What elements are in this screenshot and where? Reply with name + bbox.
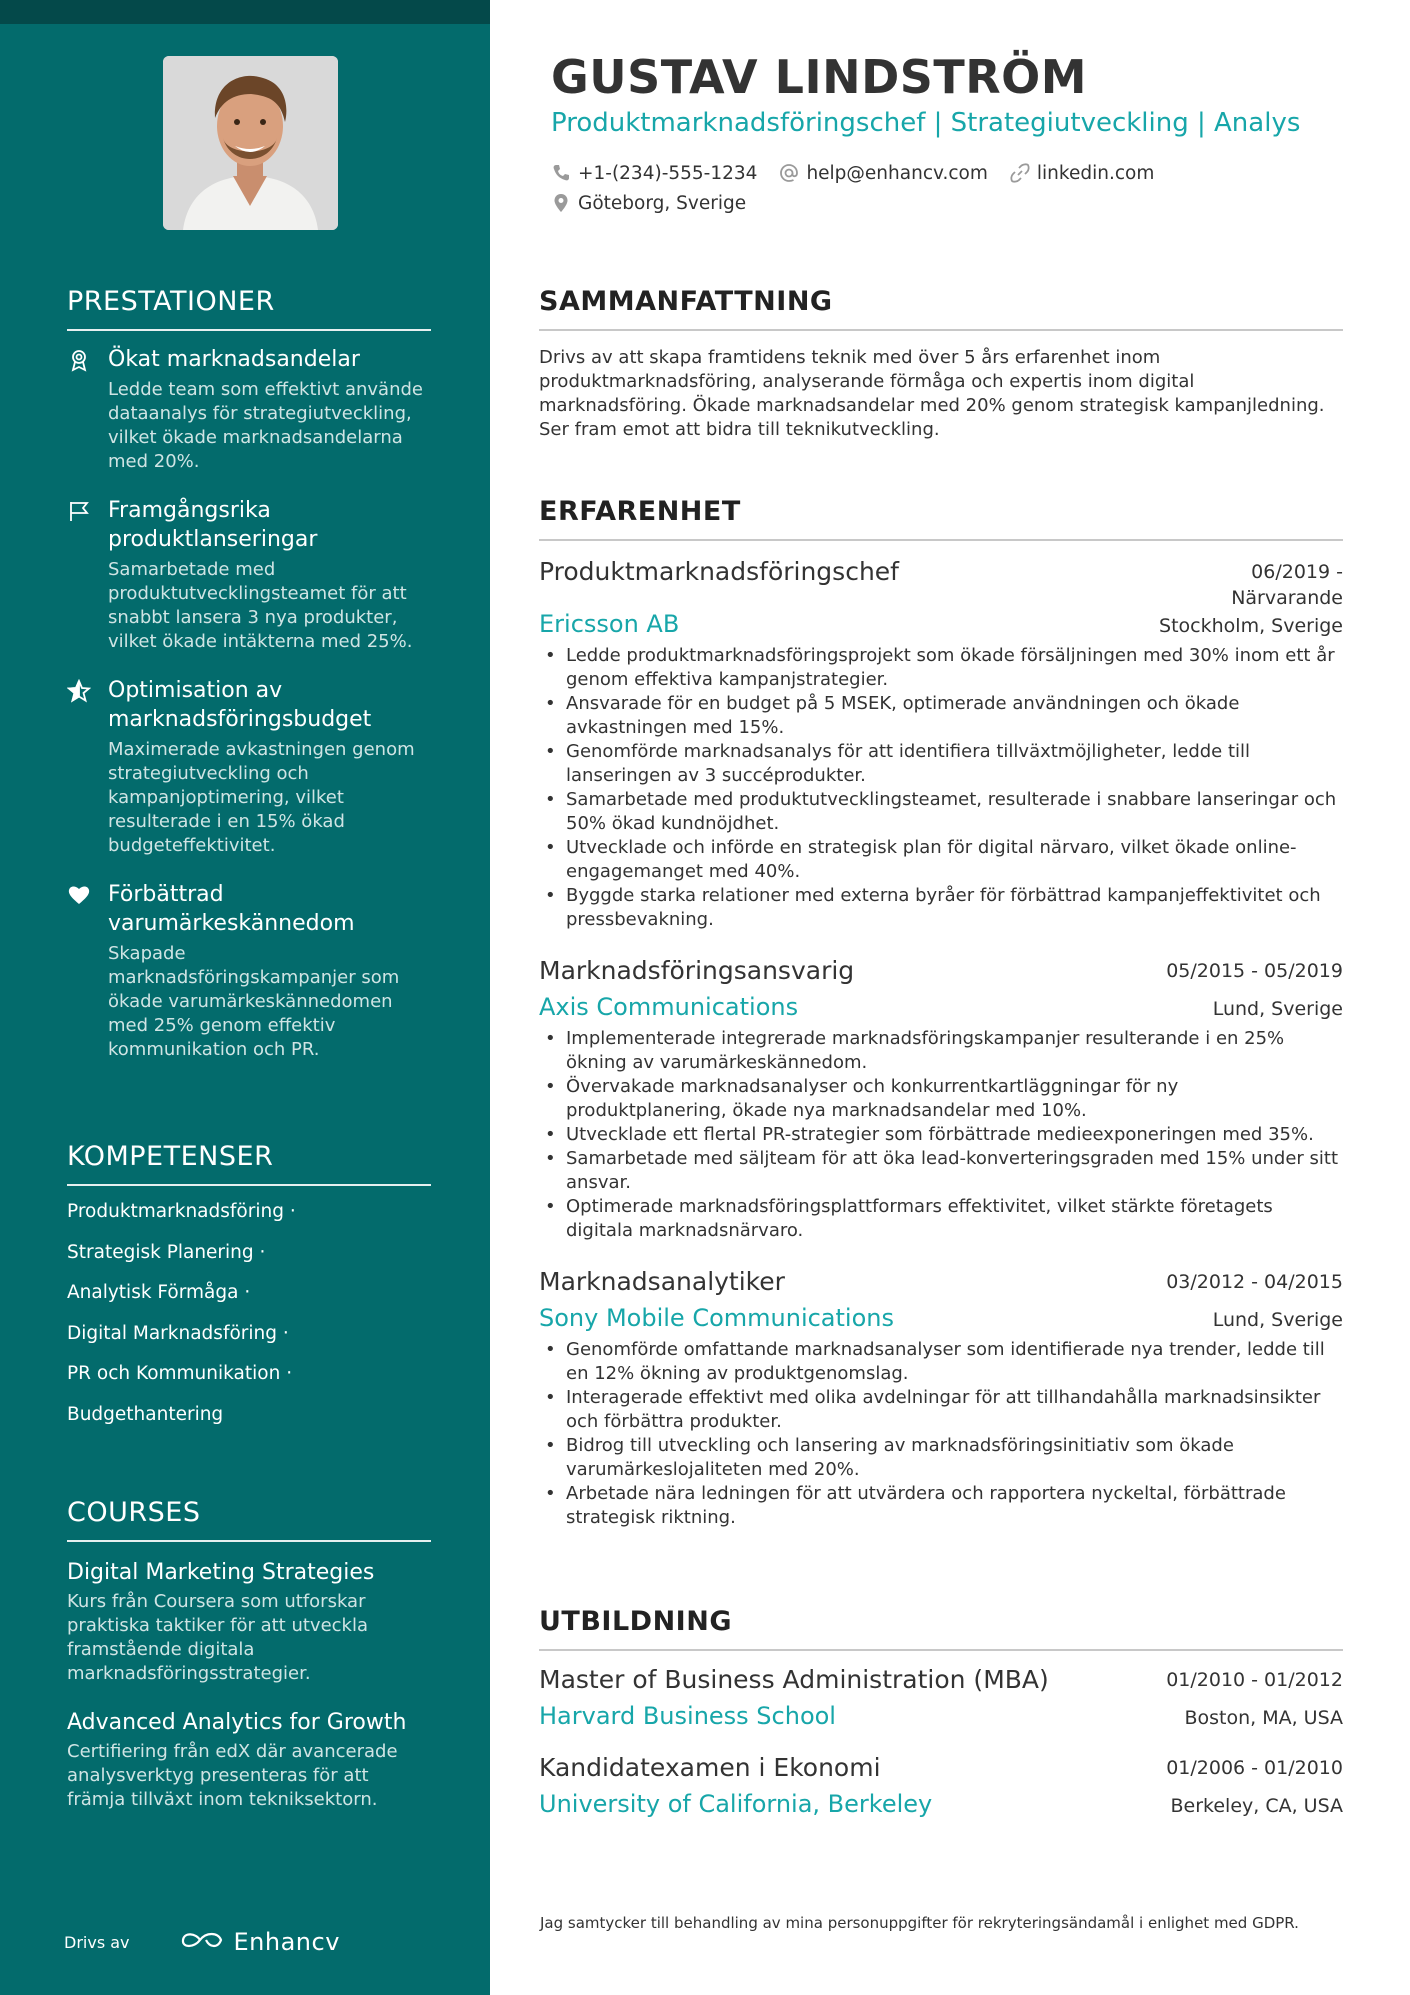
contact-info bbox=[551, 158, 1176, 218]
achievement-title: Förbättrad varumärkeskännedom bbox=[108, 882, 355, 936]
job-bullet: • Optimerade marknadsföringsplattformars effektivitet, vilket stärkte företagets digitala marknadsnärvaro. bbox=[539, 1195, 1343, 1243]
skill-item: Budgethantering bbox=[67, 1403, 224, 1425]
skill-item: Strategisk Planering · bbox=[67, 1241, 266, 1263]
course-title: Advanced Analytics for Growth bbox=[67, 1710, 407, 1735]
job-bullet: • Bidrog till utveckling och lansering av marknadsföringsinitiativ som ökade varumärkeslojaliteten med 20%. bbox=[539, 1434, 1343, 1482]
job-bullet: • Genomförde omfattande marknadsanalyser som identifierade nya trender, ledde till en 12% ökning av produktgenomslag. bbox=[539, 1338, 1343, 1386]
job-location: Lund, Sverige bbox=[1212, 1309, 1343, 1331]
education-entry bbox=[539, 1751, 1343, 1821]
job-company: Axis Communications bbox=[539, 993, 799, 1021]
skills-heading: KOMPETENSER bbox=[67, 1141, 431, 1186]
job-title: Marknadsanalytiker bbox=[539, 1267, 785, 1296]
job-bullet: • Byggde starka relationer med externa byråer för förbättrad kampanjeffektivitet och pressbevakning. bbox=[539, 884, 1343, 932]
job-bullet: • Genomförde marknadsanalys för att identifiera tillväxtmöjligheter, ledde till lanseringen av 3 succéprodukter. bbox=[539, 740, 1343, 788]
job-bullets bbox=[539, 1338, 1343, 1530]
achievement-description: Skapade marknadsföringskampanjer som ökade varumärkeskännedomen med 25% genom effektiv kommunikation och PR. bbox=[108, 943, 400, 1060]
skill-item: Digital Marknadsföring · bbox=[67, 1322, 289, 1344]
job-entry bbox=[539, 1265, 1343, 1530]
degree-title: Master of Business Administration (MBA) bbox=[539, 1665, 1049, 1694]
email-contact[interactable] bbox=[779, 163, 987, 184]
course-item bbox=[67, 1708, 431, 1812]
heart-icon bbox=[67, 883, 91, 907]
location-contact bbox=[551, 193, 746, 214]
linkedin-contact[interactable] bbox=[1010, 163, 1154, 184]
school-name: University of California, Berkeley bbox=[539, 1790, 933, 1818]
job-bullet: • Arbetade nära ledningen för att utvärdera och rapportera nyckeltal, förbättrade strategisk riktning. bbox=[539, 1482, 1343, 1530]
courses-heading: COURSES bbox=[67, 1497, 431, 1542]
achievement-title: Framgångsrika produktlanseringar bbox=[108, 498, 318, 552]
education-heading: UTBILDNING bbox=[539, 1606, 1343, 1651]
experience-section bbox=[539, 496, 1343, 1530]
location-pin-icon bbox=[551, 193, 571, 213]
gdpr-consent: Jag samtycker till behandling av mina personuppgifter för rekryteringsändamål i enlighet med GDPR. bbox=[540, 1914, 1299, 1932]
phone-number: +1-(234)-555-1234 bbox=[578, 162, 758, 184]
experience-heading: ERFARENHET bbox=[539, 496, 1343, 541]
summary-text: Drivs av att skapa framtidens teknik med över 5 års erfarenhet inom produktmarknadsföring, analyserande förmåga och expertis inom digital marknadsföring. Ökade marknadsandelar med 20% genom strategisk kampanjledning. Ser fram emot att bidra till teknikutveckling. bbox=[539, 347, 1325, 440]
linkedin-url: linkedin.com bbox=[1036, 162, 1155, 184]
job-location: Lund, Sverige bbox=[1212, 998, 1343, 1020]
job-entry bbox=[539, 954, 1343, 1243]
skills-section bbox=[67, 1141, 431, 1435]
job-company: Sony Mobile Communications bbox=[539, 1304, 894, 1332]
job-bullet: • Utvecklade och införde en strategisk plan för digital närvaro, vilket ökade online-engagemanget med 40%. bbox=[539, 836, 1343, 884]
achievement-title: Optimisation av marknadsföringsbudget bbox=[108, 678, 372, 732]
degree-title: Kandidatexamen i Ekonomi bbox=[539, 1753, 881, 1782]
job-bullet: • Ansvarade för en budget på 5 MSEK, optimerade användningen och ökade avkastningen med 15%. bbox=[539, 692, 1343, 740]
job-bullets bbox=[539, 1027, 1343, 1243]
achievement-item bbox=[67, 496, 431, 654]
education-entry bbox=[539, 1663, 1343, 1733]
achievement-description: Maximerade avkastningen genom strategiutveckling och kampanjoptimering, vilket resulterade i en 15% ökad budgeteffektivitet. bbox=[108, 739, 415, 856]
brand-footer bbox=[64, 1928, 340, 1956]
job-bullet: • Övervakade marknadsanalyser och konkurrentkartläggningar för ny produktplanering, ökade nya marknadsandelar med 10%. bbox=[539, 1075, 1343, 1123]
award-icon bbox=[67, 348, 91, 372]
sidebar bbox=[0, 0, 490, 1995]
candidate-headline: Produktmarknadsföringschef | Strategiutveckling | Analys bbox=[551, 108, 1301, 138]
skills-list bbox=[67, 1192, 431, 1435]
job-title: Produktmarknadsföringschef bbox=[539, 557, 899, 586]
achievements-heading: PRESTATIONER bbox=[67, 286, 431, 331]
job-date: 05/2015 - 05/2019 bbox=[1166, 960, 1343, 982]
skill-item: Produktmarknadsföring · bbox=[67, 1201, 296, 1222]
job-bullet: • Ledde produktmarknadsföringsprojekt som ökade försäljningen med 30% inom ett år genom effektiva kampanjstrategier. bbox=[539, 644, 1343, 692]
phone-icon bbox=[551, 163, 571, 183]
achievement-item bbox=[67, 676, 431, 858]
skill-item: Analytisk Förmåga · bbox=[67, 1282, 251, 1303]
email-address: help@enhancv.com bbox=[806, 162, 988, 184]
courses-section bbox=[67, 1497, 431, 1812]
achievement-item bbox=[67, 345, 431, 474]
profile-photo bbox=[163, 56, 338, 230]
job-bullet: • Samarbetade med produktutvecklingsteamet, resulterade i snabbare lanseringar och 50% ökad kundnöjdhet. bbox=[539, 788, 1343, 836]
job-entry bbox=[539, 555, 1343, 932]
achievements-section bbox=[67, 286, 431, 1062]
course-title: Digital Marketing Strategies bbox=[67, 1560, 375, 1585]
job-date-start: 06/2019 - bbox=[1251, 561, 1343, 583]
job-date-end: Närvarande bbox=[1231, 587, 1343, 609]
enhancv-logo-icon bbox=[180, 1928, 224, 1956]
job-bullet: • Implementerade integrerade marknadsföringskampanjer resulterande i en 25% ökning av varumärkeskännedom. bbox=[539, 1027, 1343, 1075]
job-date bbox=[1231, 559, 1343, 611]
phone-contact[interactable] bbox=[551, 163, 757, 184]
education-section bbox=[539, 1606, 1343, 1821]
job-location: Stockholm, Sverige bbox=[1159, 615, 1343, 637]
star-icon bbox=[67, 679, 91, 703]
link-icon bbox=[1010, 163, 1030, 183]
school-name: Harvard Business School bbox=[539, 1702, 836, 1730]
summary-heading: SAMMANFATTNING bbox=[539, 286, 1343, 331]
school-location: Boston, MA, USA bbox=[1184, 1707, 1343, 1729]
sidebar-top-bar bbox=[0, 0, 490, 24]
job-bullet: • Samarbetade med säljteam för att öka lead-konverteringsgraden med 15% under sitt ansvar. bbox=[539, 1147, 1343, 1195]
powered-by-label: Drivs av bbox=[64, 1932, 130, 1952]
summary-section bbox=[539, 286, 1343, 442]
flag-icon bbox=[67, 499, 91, 523]
job-bullets bbox=[539, 644, 1343, 932]
education-date: 01/2010 - 01/2012 bbox=[1166, 1669, 1343, 1691]
location-text: Göteborg, Sverige bbox=[578, 192, 747, 214]
course-description: Certifiering från edX där avancerade analysverktyg presenteras för att främja tillväxt inom tekniksektorn. bbox=[67, 1741, 398, 1810]
at-icon bbox=[779, 163, 799, 183]
course-item bbox=[67, 1558, 431, 1686]
achievement-description: Samarbetade med produktutvecklingsteamet för att snabbt lansera 3 nya produkter, vilket ökade intäkterna med 25%. bbox=[108, 559, 413, 652]
achievement-title: Ökat marknadsandelar bbox=[108, 347, 360, 372]
job-date: 03/2012 - 04/2015 bbox=[1166, 1271, 1343, 1293]
achievement-item bbox=[67, 880, 431, 1062]
candidate-name: GUSTAV LINDSTRÖM bbox=[551, 50, 1088, 104]
job-company: Ericsson AB bbox=[539, 610, 680, 638]
education-date: 01/2006 - 01/2010 bbox=[1166, 1757, 1343, 1779]
school-location: Berkeley, CA, USA bbox=[1170, 1795, 1343, 1817]
skill-item: PR och Kommunikation · bbox=[67, 1363, 293, 1384]
job-bullet: • Utvecklade ett flertal PR-strategier som förbättrade medieexponeringen med 35%. bbox=[539, 1123, 1343, 1147]
course-description: Kurs från Coursera som utforskar praktiska taktiker för att utveckla framstående digitala marknadsföringsstrategier. bbox=[67, 1591, 369, 1684]
job-bullet: • Interagerade effektivt med olika avdelningar för att tillhandahålla marknadsinsikter och förbättra produkter. bbox=[539, 1386, 1343, 1434]
brand-name: Enhancv bbox=[233, 1928, 340, 1956]
achievement-description: Ledde team som effektivt använde dataanalys för strategiutveckling, vilket ökade marknadsandelarna med 20%. bbox=[108, 379, 423, 472]
job-title: Marknadsföringsansvarig bbox=[539, 956, 855, 985]
